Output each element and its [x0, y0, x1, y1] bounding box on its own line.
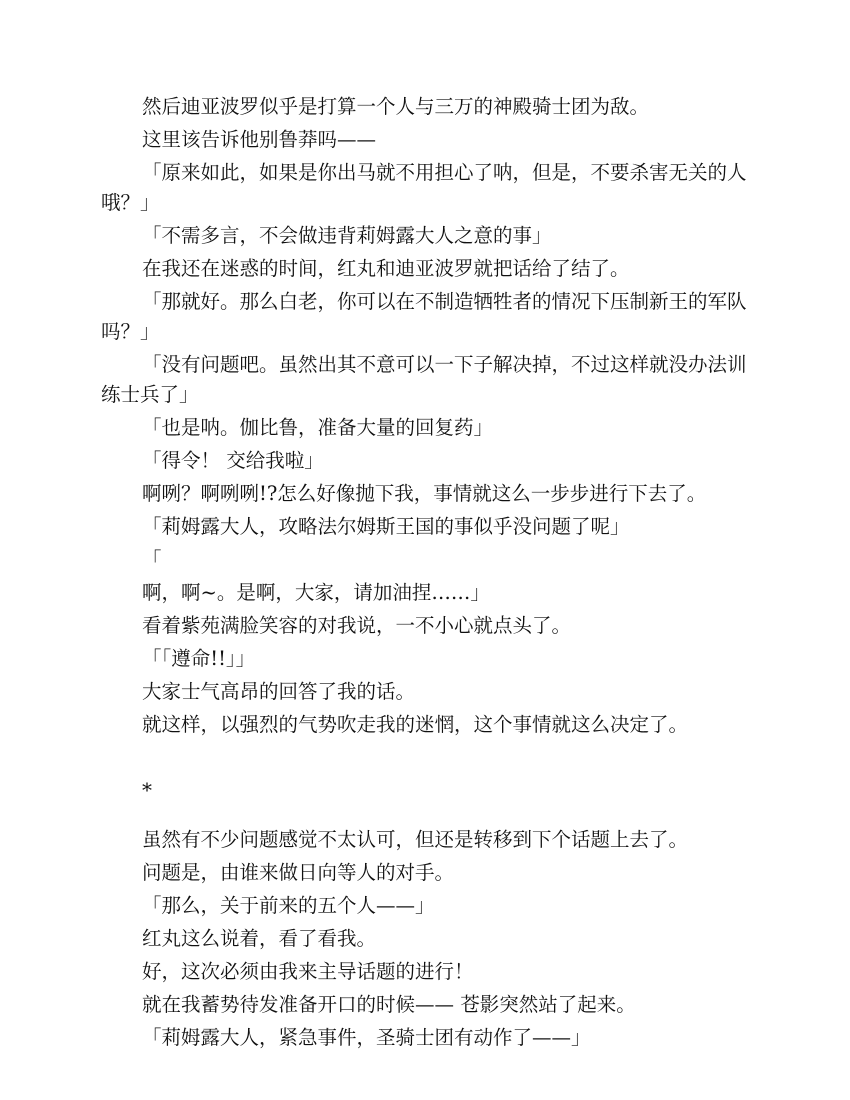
paragraph: 就这样，以强烈的气势吹走我的迷惘，这个事情就这么决定了。: [142, 713, 689, 736]
paragraph: 问题是，由谁来做日向等人的对手。: [142, 861, 455, 884]
paragraph: 在我还在迷惑的时间，红丸和迪亚波罗就把话给了结了。: [142, 257, 630, 280]
text-block: [101, 92, 753, 1056]
paragraph: 「莉姆露大人，攻略法尔姆斯王国的事似乎没问题了呢」: [142, 515, 630, 538]
paragraph: 「那么，关于前来的五个人——」: [142, 894, 435, 917]
paragraph: 看着紫苑满脸笑容的对我说，一不小心就点头了。: [142, 614, 572, 637]
paragraph: 大家士气高昂的回答了我的话。: [142, 680, 416, 703]
paragraph: 「没有问题吧。虽然出其不意可以一下子解决掉，不过这样就没办法训练士兵了」: [101, 353, 747, 406]
paragraph: 「原来如此，如果是你出马就不用担心了呐，但是，不要杀害无关的人哦？」: [101, 161, 747, 214]
paragraph: 「不需多言，不会做违背莉姆露大人之意的事」: [142, 224, 552, 247]
paragraph: 「「遵命!!」」: [142, 647, 256, 670]
paragraph: 好，这次必须由我来主导话题的进行！: [142, 960, 474, 983]
section-gap: [101, 743, 753, 755]
paragraph: 啊咧？啊咧咧!?怎么好像抛下我，事情就这么一步步进行下去了。: [142, 482, 707, 505]
paragraph: 「也是呐。伽比鲁，准备大量的回复药」: [142, 416, 494, 439]
paragraph: 「: [142, 548, 162, 571]
paragraph: 虽然有不少问题感觉不太认可，但还是转移到下个话题上去了。: [142, 828, 689, 851]
paragraph: 啊，啊~。是啊，大家，请加油捏……」: [142, 581, 490, 604]
paragraph: 红丸这么说着，看了看我。: [142, 927, 377, 950]
paragraph: 「莉姆露大人，紧急事件，圣骑士团有动作了——」: [142, 1026, 591, 1049]
paragraph: 「得令！ 交给我啦」: [142, 449, 324, 472]
paragraph: 然后迪亚波罗似乎是打算一个人与三万的神殿骑士团为敌。: [142, 95, 650, 118]
section-separator: *: [142, 778, 152, 802]
paragraph: 「那就好。那么白老，你可以在不制造牺牲者的情况下压制新王的军队吗？」: [101, 290, 747, 343]
paragraph: 就在我蓄势待发准备开口的时候—— 苍影突然站了起来。: [142, 993, 636, 1016]
paragraph: 这里该告诉他别鲁莽吗——: [142, 128, 377, 151]
